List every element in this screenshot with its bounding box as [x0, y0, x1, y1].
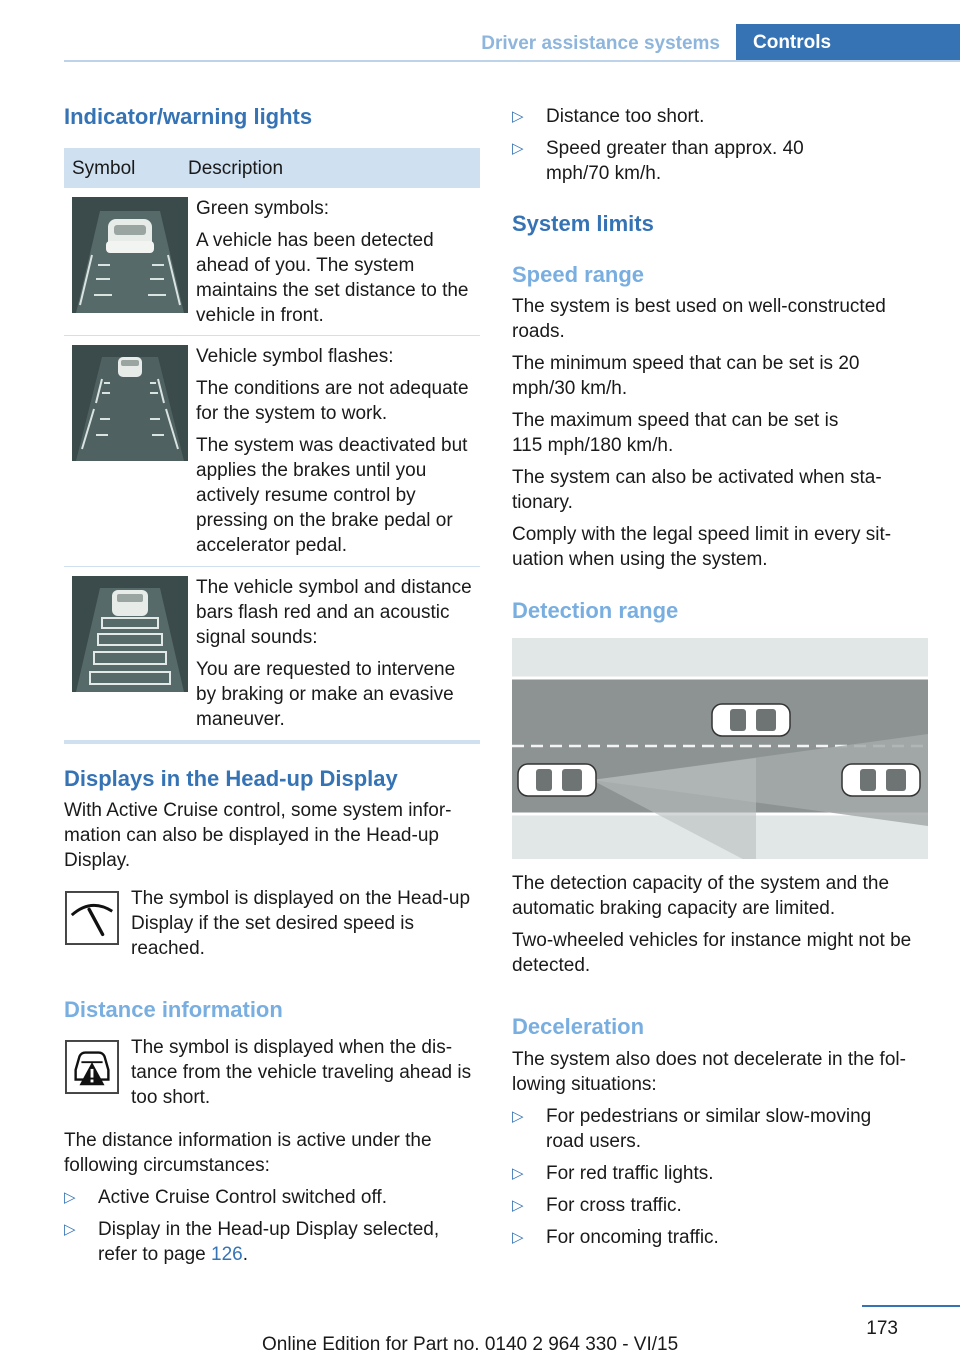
list-item — [512, 1225, 912, 1250]
speed-para-4: The system can also be activated when stationary. — [512, 467, 882, 513]
footer-rule — [862, 1305, 960, 1307]
list-item-text: For cross traffic. — [546, 1195, 682, 1216]
car-icon — [842, 764, 920, 796]
deceleration-heading: Deceleration — [512, 1014, 645, 1039]
row-1-line-2: A vehicle has been detected ahead of you. The system maintains the set distance to the vehicle in front. — [196, 230, 469, 326]
list-item — [64, 1185, 482, 1210]
row-2-line-2: The conditions are not adequate for the system to work. — [196, 378, 469, 424]
distance-symbol-text: The symbol is displayed when the distance from the vehicle traveling ahead is too short. — [131, 1037, 472, 1108]
detection-para-2: Two-wheeled vehicles for instance might not be detected. — [512, 930, 912, 976]
system-limits-heading: System limits — [512, 211, 654, 236]
table-header — [64, 148, 480, 188]
vehicle-flashing-symbol-icon — [72, 345, 188, 461]
speed-para-5: Comply with the legal speed limit in every situation when using the system. — [512, 524, 892, 570]
detection-range-illustration — [512, 638, 928, 859]
distance-heading: Distance information — [64, 997, 283, 1022]
triangle-right-icon: ▷ — [512, 1165, 524, 1182]
triangle-right-icon: ▷ — [512, 1229, 524, 1246]
distance-intro: The distance information is active under the following circumstances: — [64, 1130, 432, 1176]
table-row — [64, 567, 480, 740]
row-2-line-1: Vehicle symbol flashes: — [196, 346, 394, 367]
triangle-right-icon: ▷ — [512, 140, 524, 157]
distance-warning-symbol-icon — [72, 576, 188, 692]
list-item-text: Speed greater than approx. 40 mph/70 km/h. — [546, 138, 804, 184]
detection-para-1: The detection capacity of the system and the automatic braking capacity are limited. — [512, 873, 890, 919]
triangle-right-icon: ▷ — [512, 1108, 524, 1125]
triangle-right-icon: ▷ — [512, 1197, 524, 1214]
triangle-right-icon: ▷ — [64, 1221, 76, 1238]
list-item-text: Active Cruise Control switched off. — [98, 1187, 387, 1208]
table-row — [64, 188, 480, 336]
page-link-126[interactable]: 126 — [211, 1244, 243, 1265]
header-section-title: Driver assistance systems — [481, 33, 720, 54]
edition-footer: Online Edition for Part no. 0140 2 964 330 - VI/15 — [262, 1334, 679, 1355]
list-item — [64, 1217, 482, 1267]
speed-para-1: The system is best used on well-constructed roads. — [512, 296, 886, 342]
row-3-line-1: The vehicle symbol and distance bars flash red and an acoustic signal sounds: — [196, 577, 472, 648]
car-icon — [518, 764, 596, 796]
detection-range-heading: Detection range — [512, 598, 679, 623]
header-rule — [64, 60, 960, 62]
list-item-text-end: . — [242, 1244, 249, 1265]
table-header-description: Description — [188, 157, 284, 179]
row-3-line-2: You are requested to intervene by braking or make an evasive maneuver. — [196, 659, 456, 730]
triangle-right-icon: ▷ — [512, 108, 524, 125]
speedometer-needle-icon — [65, 891, 119, 945]
vehicle-detected-symbol-icon — [72, 197, 188, 313]
list-item-text-part: Display in the Head-up Display selected, refer to page — [98, 1219, 440, 1265]
list-item — [512, 136, 812, 186]
car-icon — [712, 704, 790, 736]
list-item — [512, 1161, 912, 1186]
table-row — [64, 336, 480, 567]
hud-text: With Active Cruise control, some system information can also be displayed in the Head-up Display. — [64, 800, 452, 871]
list-item — [512, 1193, 912, 1218]
indicator-table — [64, 148, 480, 744]
speed-para-2: The minimum speed that can be set is 20 mph/30 km/h. — [512, 353, 860, 399]
list-item — [512, 104, 930, 129]
triangle-right-icon: ▷ — [64, 1189, 76, 1206]
hud-symbol-text: The symbol is displayed on the Head-up Display if the set desired speed is reached. — [131, 888, 471, 959]
table-header-symbol: Symbol — [72, 157, 136, 179]
header-chapter-tab: Controls — [736, 24, 960, 62]
speed-range-body — [512, 294, 932, 572]
list-item-text — [98, 1217, 482, 1267]
speed-para-3: The maximum speed that can be set is 115 mph/180 km/h. — [512, 410, 839, 456]
speed-range-heading: Speed range — [512, 262, 645, 287]
list-item-text: For pedestrians or similar slow-moving road users. — [546, 1106, 872, 1152]
hud-heading: Displays in the Head-up Display — [64, 766, 398, 791]
row-2-line-3: The system was deactivated but applies the brakes until you actively resume control by pressing on the brake pedal or accelerator pedal. — [196, 435, 468, 556]
row-1-line-1: Green symbols: — [196, 198, 330, 219]
indicator-heading: Indicator/warning lights — [64, 104, 313, 129]
page-number: 173 — [866, 1318, 898, 1339]
detection-body — [512, 871, 932, 978]
list-item-text: For red traffic lights. — [546, 1163, 714, 1184]
deceleration-intro: The system also does not decelerate in the following situations: — [512, 1049, 906, 1095]
list-item — [512, 1104, 912, 1154]
car-warning-icon — [65, 1040, 119, 1094]
list-item-text: Distance too short. — [546, 106, 705, 127]
list-item-text: For oncoming traffic. — [546, 1227, 719, 1248]
